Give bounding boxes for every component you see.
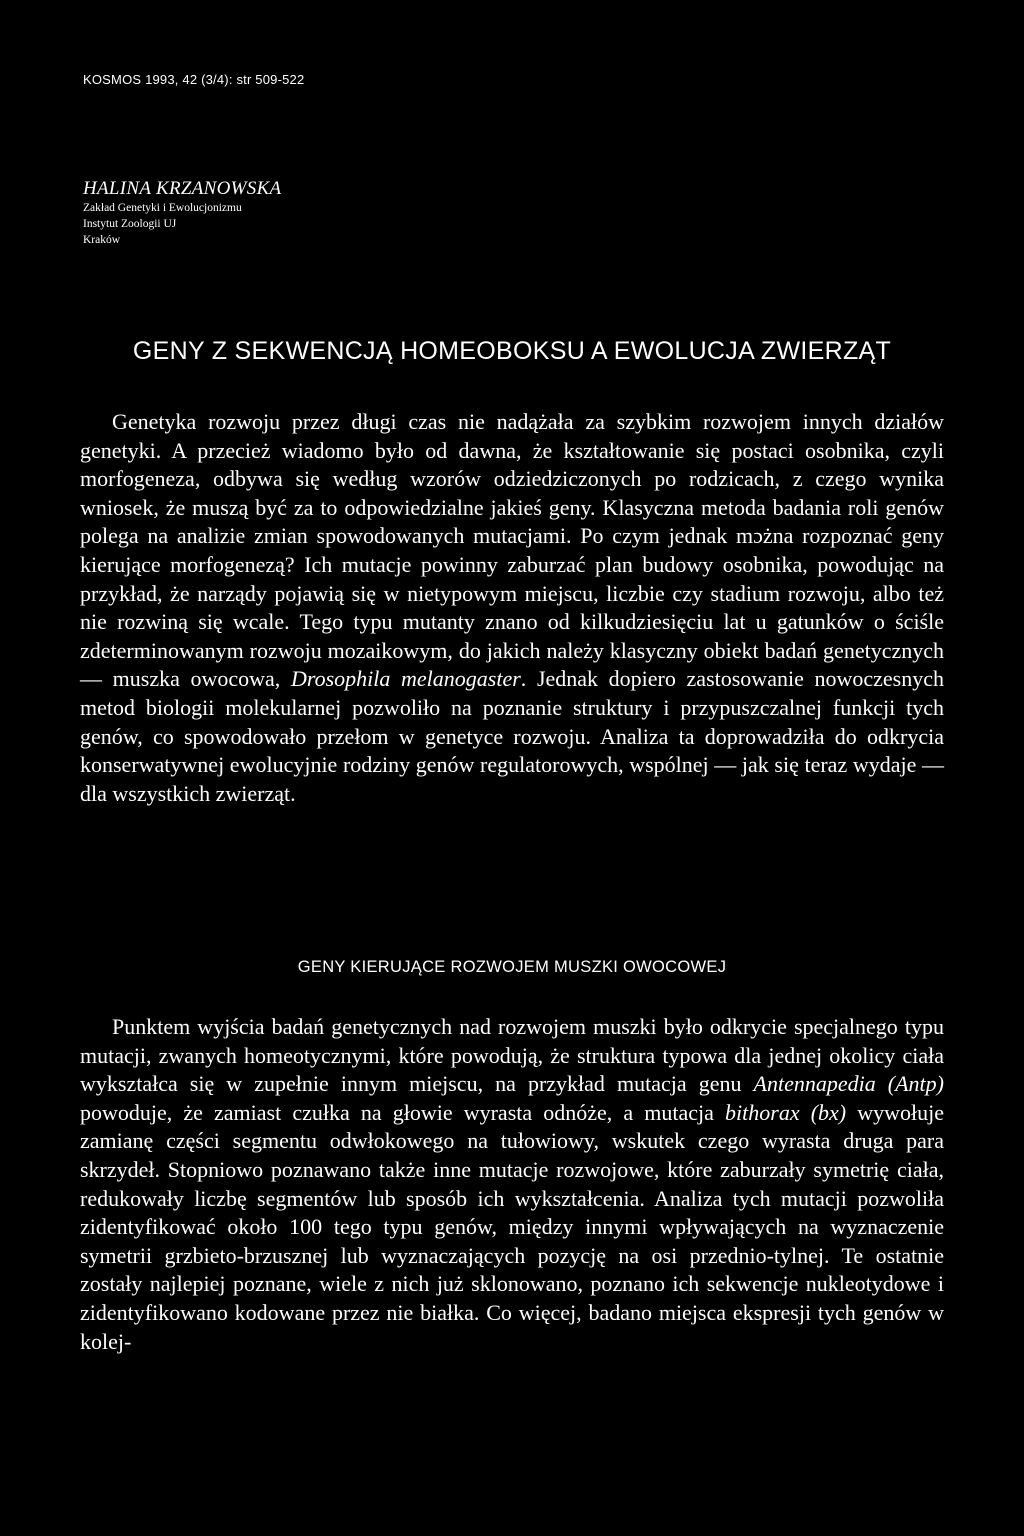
affiliation-institute: Instytut Zoologii UJ bbox=[83, 218, 177, 230]
affiliation-department: Zakład Genetyki i Ewolucjonizmu bbox=[83, 202, 242, 214]
author-block bbox=[83, 178, 281, 248]
intro-text-part1: Genetyka rozwoju przez długi czas nie nadążała za szybkim rozwojem innych działów genetyki. A przecież wiadomo było od dawna, że kształtowanie się postaci osobnika, czyli morfogeneza, odbywa się według wzorów odziedziczonych po rodzicach, z czego wynika wniosek, że muszą być za to odpowiedzialne jakieś geny. Klasyczna metoda badania roli genów polega na analizie zmian spowodowanych mutacjami. Po czym jednak mɔżna rozpoznać geny kierujące morfogenezą? Ich mutacje powinny zaburzać plan budowy osobnika, powodując na przykład, że narządy pojawią się w nietypowym miejscu, liczbie czy stadium rozwoju, albo też nie rozwiną się wcale. Tego typu mutanty znano od kilkudziesięciu lat u gatunków o ściśle zdeterminowanym rozwoju mozaikowym, do jakich należy klasyczny obiekt badań genetycznych — muszka owocowa, bbox=[80, 409, 944, 692]
intro-text-part2: . Jednak dopiero zastosowanie nowoczesnych metod biologii molekularnej pozwoliło na poznanie struktury i przypuszczalnej funkcji tych genów, co spowodowało przełom w genetyce rozwoju. Analiza ta doprowadziła do odkrycia konserwatywnej ewolucyjnie rodziny genów regulatorowych, wspólnej — jak się teraz wydaje — dla wszystkich zwierząt. bbox=[80, 666, 944, 806]
species-name: Drosophila melanogaster bbox=[290, 666, 521, 692]
affiliation-city: Kraków bbox=[83, 234, 121, 246]
journal-reference: KOSMOS 1993, 42 (3/4): str 509-522 bbox=[83, 72, 305, 87]
article-title: GENY Z SEKWENCJĄ HOMEOBOKSU A EWOLUCJA ZWIERZĄT bbox=[132, 337, 892, 365]
section-text-part3: wywołuje zamianę części segmentu odwłokowego na tułowiowy, wskutek czego wyrasta druga para skrzydeł. Stopniowo poznawano także inne mutacje rozwojowe, które zaburzały symetrię ciała, redukowały liczbę segmentów lub sposób ich wykształcenia. Analiza tych mutacji pozwoliła zidentyfikować około 100 tego typu genów, między innymi wpływających na wyznaczenie symetrii grzbieto-brzusznej lub wyznaczających pozycję na osi przednio-tylnej. Te ostatnie zostały najlepiej poznane, wiele z nich już sklonowano, poznano ich sekwencje nukleotydowe i zidentyfikowano kodowane przez nie białka. Co więcej, badano miejsca ekspresji tych genów w kolej- bbox=[80, 1099, 945, 1354]
gene-antennapedia: Antennapedia (Antp) bbox=[753, 1071, 944, 1097]
section-heading: GENY KIERUJĄCE ROZWOJEM MUSZKI OWOCOWEJ bbox=[297, 958, 727, 976]
intro-paragraph bbox=[80, 408, 944, 808]
section-paragraph bbox=[80, 1013, 944, 1356]
gene-bithorax: bithorax (bx) bbox=[725, 1099, 847, 1125]
author-name: HALINA KRZANOWSKA bbox=[83, 178, 282, 199]
section-text-part1: Punktem wyjścia badań genetycznych nad rozwojem muszki było odkrycie specjalnego typu mutacji, zwanych homeotycznymi, które powodują, że struktura typowa dla jednej okolicy ciała wykształca się w zupełnie innym miejscu, na przykład mutacja genu bbox=[80, 1014, 944, 1097]
section-text-part2: powoduje, że zamiast czułka na głowie wyrasta odnóże, a mutacja bbox=[80, 1099, 726, 1125]
